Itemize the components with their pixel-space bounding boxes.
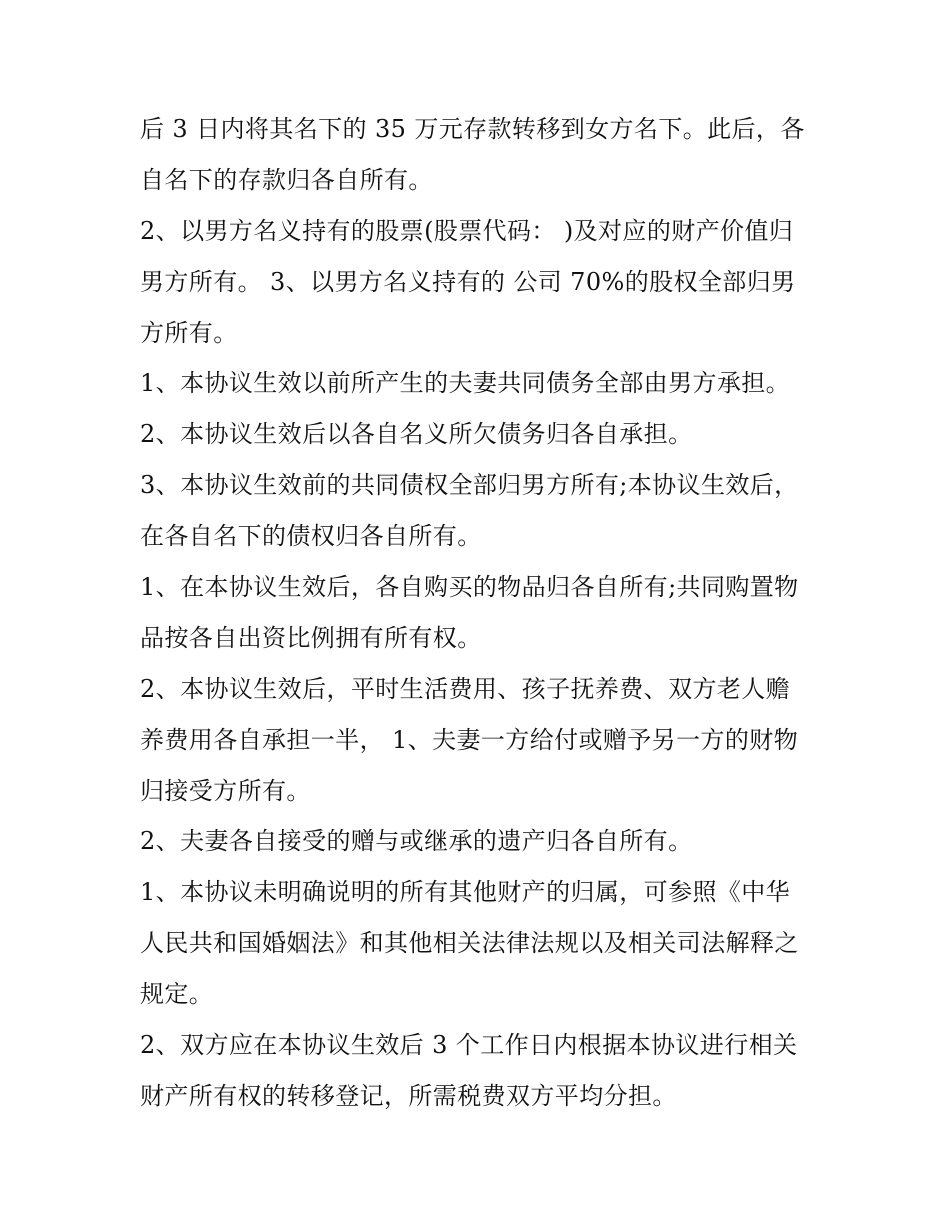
text-line: 后 3 日内将其名下的 35 万元存款转移到女方名下。此后，各 xyxy=(140,115,805,143)
text-line: 2、以男方名义持有的股票(股票代码： )及对应的财产价值归 xyxy=(140,216,794,245)
text-line: 男方所有。 3、以男方名义持有的 公司 70%的股权全部归男 xyxy=(140,267,796,296)
text-line: 规定。 xyxy=(140,980,214,1009)
text-line: 财产所有权的转移登记，所需税费双方平均分担。 xyxy=(140,1081,677,1110)
text-line: 方所有。 xyxy=(140,318,238,347)
text-line: 1、本协议生效以前所产生的夫妻共同债务全部由男方承担。 xyxy=(140,369,791,398)
text-line: 2、本协议生效后以各自名义所欠债务归各自承担。 xyxy=(140,420,693,449)
text-line: 品按各自出资比例拥有所有权。 xyxy=(140,623,482,652)
text-line: 2、夫妻各自接受的赠与或继承的遗产归各自所有。 xyxy=(140,827,693,856)
text-line: 1、本协议未明确说明的所有其他财产的归属，可参照《中华 xyxy=(140,878,791,907)
text-line: 1、在本协议生效后，各自购买的物品归各自所有;共同购置物 xyxy=(140,573,799,602)
text-line: 3、本协议生效前的共同债权全部归男方所有;本协议生效后， xyxy=(140,471,799,500)
text-line: 养费用各自承担一半， 1、夫妻一方给付或赠予另一方的财物 xyxy=(140,725,799,754)
text-line: 归接受方所有。 xyxy=(140,776,311,805)
text-line: 在各自名下的债权归各自所有。 xyxy=(140,522,482,551)
text-line: 2、双方应在本协议生效后 3 个工作日内根据本协议进行相关 xyxy=(140,1031,798,1060)
text-line: 2、本协议生效后，平时生活费用、孩子抚养费、双方老人赡 xyxy=(140,674,791,703)
text-line: 自名下的存款归各自所有。 xyxy=(140,165,433,194)
text-line: 人民共和国婚姻法》和其他相关法律法规以及相关司法解释之 xyxy=(140,929,799,958)
document-body xyxy=(140,104,820,1122)
